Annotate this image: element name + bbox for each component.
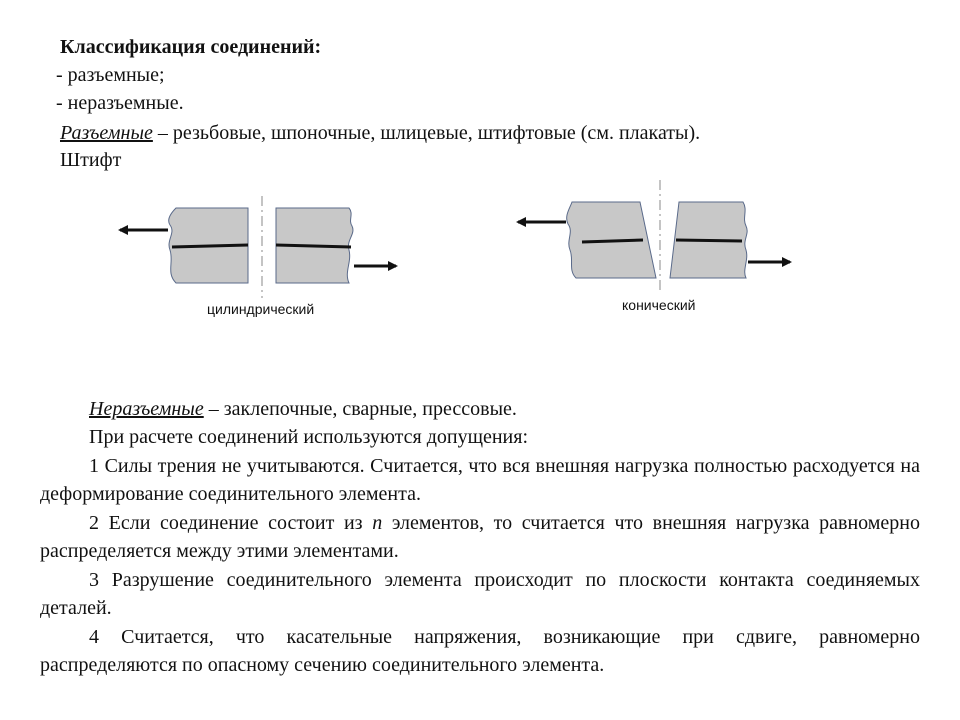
cylindrical-right-joint-line <box>276 245 351 247</box>
assumption-1: 1 Силы трения не учитываются. Считается, что вся внешняя нагрузка полностью расходуется на деформирование соединительного элемента. <box>40 455 920 505</box>
classification-item-detachable: - разъемные; <box>56 64 165 86</box>
cylindrical-left-joint-line <box>172 245 248 247</box>
conical-right-joint-line <box>676 240 742 241</box>
assumption-2-start: 2 Если соединение состоит из <box>89 512 373 534</box>
assumption-2-end: элементов, то считается что внешняя нагрузка равномерно распределяется между этими элементами. <box>40 512 920 562</box>
assumption-2-variable: n <box>372 512 383 534</box>
permanent-term: Неразъемные <box>89 398 204 420</box>
assumption-2 <box>40 509 920 565</box>
assumption-4: 4 Считается, что касательные напряжения, возникающие при сдвиге, равномерно распределяются по опасному сечению соединительного элемента. <box>40 626 920 676</box>
cylindrical-pin-figure <box>120 196 396 298</box>
permanent-list: – заклепочные, сварные, прессовые. <box>203 398 517 420</box>
conical-caption: конический <box>622 297 696 313</box>
assumptions-intro: При расчете соединений используются допущения: <box>89 426 529 448</box>
classification-item-permanent: - неразъемные. <box>56 92 184 114</box>
conical-left-joint-line <box>582 240 643 242</box>
cylindrical-caption: цилиндрический <box>207 301 315 317</box>
pin-heading: Штифт <box>60 149 122 171</box>
assumption-3: 3 Разрушение соединительного элемента происходит по плоскости контакта соединяемых деталей. <box>40 569 920 619</box>
detachable-term: Разъемные <box>60 122 153 144</box>
conical-pin-figure <box>518 180 790 290</box>
classification-title: Классификация соединений: <box>60 36 322 58</box>
detachable-list: – резьбовые, шпоночные, шлицевые, штифтовые (см. плакаты). <box>152 122 701 144</box>
permanent-definition <box>89 396 517 422</box>
